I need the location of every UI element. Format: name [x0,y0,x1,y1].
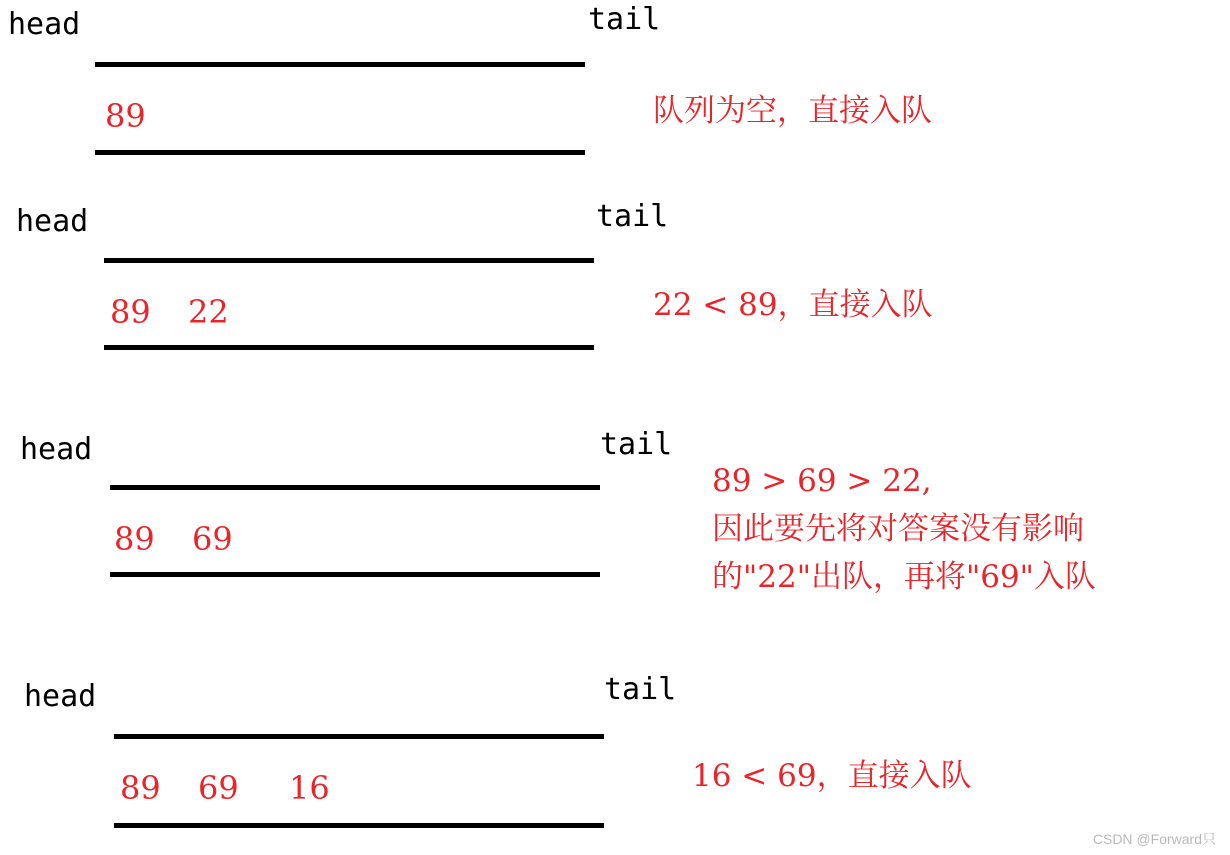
queue-container [95,62,585,155]
step-note [653,87,932,135]
note-line: 89 > 69 > 22, [712,463,932,499]
note-line: 因此要先将对答案没有影响 [712,511,1084,547]
queue-items [114,734,604,828]
tail-label: tail [596,199,669,234]
queue-items [95,62,585,155]
tail-label: tail [600,427,673,462]
watermark: CSDN @Forward只 [1092,831,1216,847]
note-line: 16 < 69，直接入队 [692,758,972,794]
head-label: head [24,679,97,714]
queue-item: 16 [289,769,330,807]
note-line: 的"22"出队，再将"69"入队 [712,559,1096,595]
note-line: 22 < 89，直接入队 [653,287,933,323]
step-note [712,457,1096,601]
tail-label: tail [588,2,661,37]
queue-items [110,485,600,577]
head-label: head [16,204,89,239]
queue-item: 89 [110,293,151,331]
queue-container [114,734,604,828]
head-label: head [20,432,93,467]
note-line: 队列为空，直接入队 [653,93,932,129]
queue-items [104,258,594,350]
queue-item: 89 [114,520,155,558]
step-note [653,281,933,329]
queue-item: 89 [105,97,146,135]
queue-item: 22 [188,293,229,331]
queue-item: 69 [198,769,239,807]
queue-container [110,485,600,577]
queue-container [104,258,594,350]
step-note [692,752,972,800]
tail-label: tail [604,672,677,707]
queue-item: 89 [120,769,161,807]
queue-item: 69 [192,520,233,558]
head-label: head [8,7,81,42]
